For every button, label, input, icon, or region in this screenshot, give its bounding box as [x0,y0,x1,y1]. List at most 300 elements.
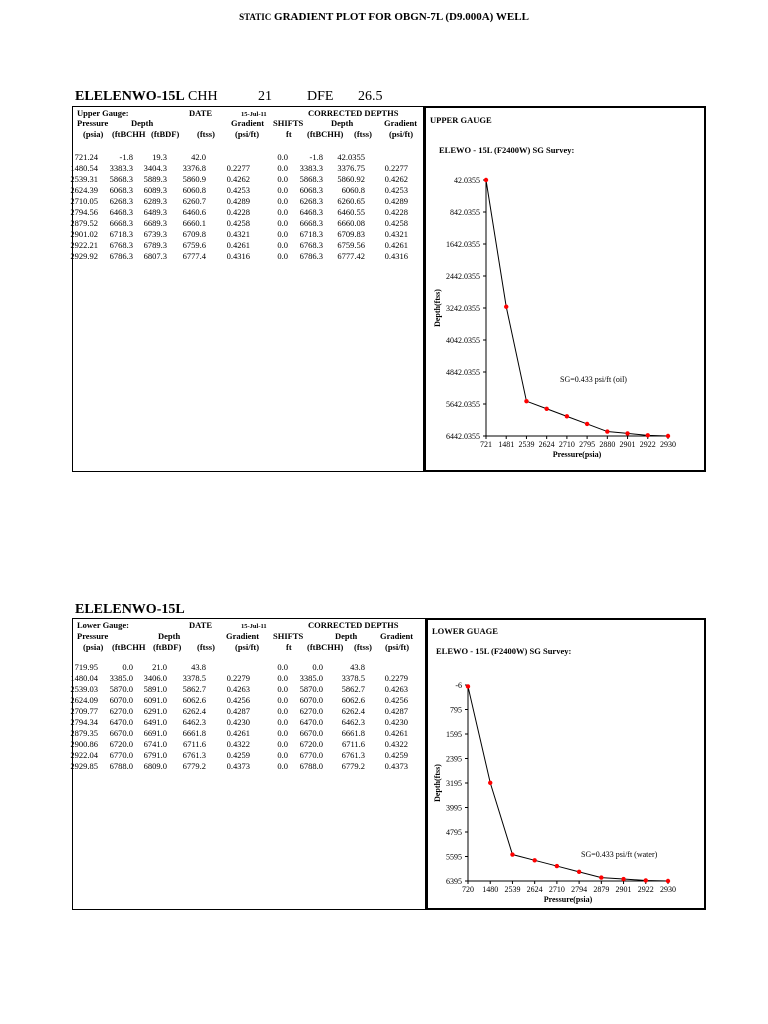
table-cell: 2900.86 [70,739,98,749]
table-cell: 0.4230 [226,717,250,727]
table-cell: 2929.92 [70,251,98,261]
table-cell: 6060.8 [182,185,206,195]
table-row [70,174,413,185]
table-cell: 6468.3 [109,207,133,217]
unit-psift2: (psi/ft) [389,129,414,139]
table-cell: 3378.5 [182,673,206,683]
table-cell: 2794.56 [70,207,98,217]
table-cell: 6720.0 [299,739,323,749]
upper-chh-label: CHH [188,89,218,104]
y-tick-label: 3242.0355 [446,304,480,313]
x-axis-title: Pressure(psia) [543,895,593,904]
table-cell: 5862.7 [182,684,206,694]
table-row [70,185,413,196]
table-cell: 6470.0 [109,717,133,727]
table-cell: 3376.8 [182,163,206,173]
table-cell: 719.95 [74,662,98,672]
table-cell: 6661.8 [182,728,206,738]
upper-dfe-label: DFE [307,89,334,104]
table-cell: 5860.9 [182,174,206,184]
table-cell: 0.4259 [384,750,408,760]
data-point [504,305,508,309]
x-tick-label: 721 [480,440,492,449]
y-tick-label: 42.0355 [454,176,480,185]
table-cell: 6489.3 [143,207,167,217]
table-cell: 721.24 [74,152,98,162]
table-cell: 6770.0 [109,750,133,760]
table-cell: 6777.4 [182,251,206,261]
table-cell: 0.4263 [226,684,250,694]
table-cell: 6460.6 [182,207,206,217]
table-cell: 6089.3 [143,185,167,195]
table-cell: 3383.3 [109,163,133,173]
chart-annotation: SG=0.433 psi/ft (oil) [560,375,627,384]
table-row [70,684,413,695]
x-tick-label: 2539 [518,440,535,449]
x-tick-label: 2880 [599,440,616,449]
table-row [70,163,413,174]
unit-ft: ft [286,642,292,652]
x-tick-label: 2901 [619,440,636,449]
table-cell: 6060.8 [341,185,365,195]
lower-data-table [72,618,426,910]
table-cell: 2794.34 [70,717,98,727]
table-cell: 6268.3 [299,196,323,206]
table-cell: 6670.0 [109,728,133,738]
table-cell: 6788.0 [299,761,323,771]
unit-ftbchh: (ftBCHH [112,642,146,652]
table-cell: 6718.3 [299,229,323,239]
upper-table-body [70,152,423,272]
x-tick-label: 720 [462,885,474,894]
table-cell: 0.0 [277,185,288,195]
x-tick-label: 2795 [579,440,596,449]
x-axis-title: Pressure(psia) [552,450,602,459]
table-cell: 6462.3 [341,717,365,727]
table-cell: 6260.7 [182,196,206,206]
table-cell: 6720.0 [109,739,133,749]
table-cell: 6718.3 [109,229,133,239]
table-cell: 6062.6 [341,695,365,705]
x-tick-label: 2930 [660,885,676,894]
table-cell: 0.0 [277,673,288,683]
data-point [644,878,648,882]
table-cell: 6068.3 [109,185,133,195]
col-depth-header: Depth [131,118,154,128]
table-row [70,229,413,240]
table-cell: 0.0 [277,163,288,173]
y-tick-label: 4795 [446,828,462,837]
y-tick-label: 5642.0355 [446,400,480,409]
table-cell: 0.0 [277,240,288,250]
y-tick-label: 1642.0355 [446,240,480,249]
lower-table-body [70,662,425,782]
x-tick-label: 2879 [593,885,610,894]
table-cell: 0.0 [277,761,288,771]
table-cell: 6768.3 [299,240,323,250]
gauge-label: Upper Gauge: [77,108,129,118]
data-point [510,852,514,856]
data-point [605,429,609,433]
x-tick-label: 1481 [498,440,515,449]
data-point [599,875,603,879]
col-pressure-header: Pressure [77,631,109,641]
table-row [73,152,413,163]
table-cell: 6668.3 [109,218,133,228]
data-point [565,414,569,418]
table-cell: 0.0 [277,229,288,239]
table-cell: 0.4259 [226,750,250,760]
lower-chart [428,620,704,908]
table-cell: 6468.3 [299,207,323,217]
table-cell: 0.4253 [226,185,250,195]
table-cell: 0.4253 [384,185,408,195]
table-cell: 6761.3 [182,750,206,760]
data-point [484,178,488,182]
page-title: STATIC GRADIENT PLOT FOR OBGN-7L (D9.000A) WELL [239,11,529,23]
table-cell: 0.4261 [384,240,408,250]
data-point [666,879,670,883]
table-cell: 6670.0 [299,728,323,738]
table-cell: 0.4262 [384,174,408,184]
col-gradient2-header: Gradient [380,631,414,641]
table-cell: 1480.54 [70,163,98,173]
table-cell: 42.0 [191,152,206,162]
upper-chh-value: 21 [258,89,272,104]
col-gradient2-header: Gradient [384,118,418,128]
table-cell: 5868.3 [299,174,323,184]
table-cell: 0.4316 [384,251,408,261]
table-row [70,673,413,684]
table-cell: 0.4256 [226,695,250,705]
table-cell: 0.4289 [226,196,250,206]
table-cell: 5860.92 [337,174,365,184]
table-row [70,728,413,739]
table-cell: 6070.0 [109,695,133,705]
table-cell: 0.4258 [226,218,250,228]
table-cell: 0.4316 [226,251,250,261]
x-tick-label: 2922 [639,440,656,449]
table-cell: 5870.0 [299,684,323,694]
table-cell: 0.4322 [384,739,408,749]
table-cell: 6779.2 [341,761,365,771]
unit-ftss: (ftss) [197,129,215,139]
y-tick-label: 842.0355 [450,208,480,217]
upper-well-name: ELELENWO-15L [75,89,185,104]
table-cell: 0.4261 [384,728,408,738]
table-cell: 0.0 [312,662,323,672]
data-point [466,684,470,688]
table-cell: 0.4261 [226,240,250,250]
table-cell: 0.4263 [384,684,408,694]
unit-ftbdf: (ftBDF) [153,642,182,652]
y-tick-label: 2442.0355 [446,272,480,281]
table-cell: 5862.7 [341,684,365,694]
data-point [524,399,528,403]
table-cell: 6807.3 [143,251,167,261]
table-cell: 2624.39 [70,185,98,195]
table-cell: 43.8 [191,662,206,672]
unit-psift: (psi/ft) [235,129,260,139]
table-cell: 3376.75 [337,163,365,173]
y-axis-title: Depth(ftss) [433,764,442,802]
table-cell: 6062.6 [182,695,206,705]
table-cell: 6460.55 [337,207,365,217]
x-tick-label: 2930 [660,440,676,449]
table-cell: 21.0 [152,662,167,672]
y-tick-label: -6 [455,681,462,690]
y-tick-label: 3995 [446,803,462,813]
y-axis-title: Depth(ftss) [433,289,442,327]
table-cell: 0.4373 [226,761,250,771]
table-cell: 5889.3 [143,174,167,184]
table-cell: 6709.8 [182,229,206,239]
table-cell: 0.4228 [384,207,408,217]
table-cell: 6759.6 [182,240,206,250]
table-cell: 6462.3 [182,717,206,727]
table-cell: 0.0 [277,207,288,217]
table-cell: 2709.77 [70,706,98,716]
table-cell: 6660.1 [182,218,206,228]
table-cell: 2922.21 [70,240,98,250]
table-cell: 2624.09 [70,695,98,705]
table-cell: 0.0 [277,684,288,694]
table-cell: 6262.4 [182,706,206,716]
x-tick-label: 2710 [548,885,565,894]
table-cell: 0.0 [277,152,288,162]
data-point [666,434,670,438]
data-point [488,781,492,785]
table-cell: -1.8 [119,152,133,162]
table-cell: 0.4289 [384,196,408,206]
table-cell: 2901.02 [70,229,98,239]
table-cell: 3406.0 [143,673,167,683]
col-pressure-header: Pressure [77,118,109,128]
date-value: 15-Jul-11 [241,623,267,630]
table-cell: 6786.3 [109,251,133,261]
table-cell: 0.2277 [384,163,408,173]
table-cell: 6759.56 [337,240,365,250]
table-row [70,207,413,218]
x-tick-label: 2710 [558,440,575,449]
x-tick-label: 2539 [504,885,521,894]
data-point [555,864,559,868]
lower-chart-box-title: LOWER GUAGE [432,626,498,636]
table-cell: 3385.0 [299,673,323,683]
data-point [544,407,548,411]
table-row [70,739,413,750]
table-cell: 6268.3 [109,196,133,206]
y-tick-label: 5595 [446,852,462,862]
data-point [621,877,625,881]
table-cell: 6761.3 [341,750,365,760]
table-cell: 0.0 [277,717,288,727]
table-cell: 0.4287 [226,706,250,716]
table-cell: 6809.0 [143,761,167,771]
table-cell: 6786.3 [299,251,323,261]
col-shifts-header: SHIFTS [273,118,304,128]
table-cell: 6270.0 [109,706,133,716]
table-cell: 6741.0 [143,739,167,749]
upper-dfe-value: 26.5 [358,89,383,104]
gauge-label: Lower Gauge: [77,620,130,630]
corrected-depths-label: CORRECTED DEPTHS [308,620,399,630]
x-tick-label: 2624 [538,440,555,449]
table-row [70,240,413,251]
upper-table-header [73,107,423,143]
x-tick-label: 2794 [571,885,588,894]
lower-chart-box [426,618,706,910]
table-cell: 2539.31 [70,174,98,184]
x-tick-label: 2624 [526,885,543,894]
table-cell: 6791.0 [143,750,167,760]
unit-ftbchh2: (ftBCHH) [307,642,344,652]
table-cell: 6260.65 [337,196,365,206]
unit-psia: (psia) [83,642,104,652]
upper-chart-box [424,106,706,472]
unit-ftbchh: (ftBCHH [112,129,146,139]
table-cell: 6691.0 [143,728,167,738]
unit-ftbdf: (ftBDF) [151,129,180,139]
unit-ftss2: (ftss) [354,642,372,652]
upper-chart-box-title: UPPER GAUGE [430,115,492,125]
table-row [70,196,413,207]
chart-annotation: SG=0.433 psi/ft (water) [581,850,658,859]
table-cell: 6709.83 [337,229,365,239]
table-cell: 3385.0 [109,673,133,683]
lower-chart-title: ELEWO - 15L (F2400W) SG Survey: [436,646,572,656]
table-cell: 6070.0 [299,695,323,705]
table-cell: 6711.6 [182,739,206,749]
table-cell: 0.4256 [384,695,408,705]
table-cell: 6068.3 [299,185,323,195]
table-cell: 6289.3 [143,196,167,206]
table-cell: 5870.0 [109,684,133,694]
table-cell: 6491.0 [143,717,167,727]
date-label: DATE [189,108,212,118]
unit-ftbchh2: (ftBCHH) [307,129,344,139]
table-cell: 0.0 [277,706,288,716]
table-cell: 0.0 [277,750,288,760]
table-row [70,717,413,728]
table-cell: 5868.3 [109,174,133,184]
table-cell: 0.4228 [226,207,250,217]
table-row [73,662,413,673]
table-cell: 43.8 [350,662,365,672]
unit-ft: ft [286,129,292,139]
table-row [70,761,413,772]
table-cell: -1.8 [309,152,323,162]
y-tick-label: 795 [450,705,462,715]
unit-ftss: (ftss) [197,642,215,652]
upper-chart-title: ELEWO - 15L (F2400W) SG Survey: [439,145,575,155]
x-tick-label: 2922 [637,885,654,894]
x-tick-label: 1480 [482,885,499,894]
table-cell: 6091.0 [143,695,167,705]
table-cell: 0.4262 [226,174,250,184]
data-point [625,431,629,435]
data-point [646,433,650,437]
table-cell: 6661.8 [341,728,365,738]
table-cell: 19.3 [152,152,167,162]
table-cell: 0.2277 [226,163,250,173]
table-cell: 6668.3 [299,218,323,228]
table-cell: 6739.3 [143,229,167,239]
table-cell: 6777.42 [337,251,365,261]
table-cell: 0.0 [277,196,288,206]
unit-psift2: (psi/ft) [385,642,410,652]
table-cell: 0.2279 [384,673,408,683]
data-point [585,422,589,426]
series-line [486,180,668,436]
table-cell: 2879.52 [70,218,98,228]
table-cell: 3383.3 [299,163,323,173]
table-cell: 42.0355 [337,152,365,162]
y-tick-label: 6395 [446,877,462,886]
y-tick-label: 4842.0355 [446,368,480,377]
table-cell: 6470.0 [299,717,323,727]
y-tick-label: 1595 [446,730,462,739]
col-gradient-header: Gradient [231,118,265,128]
y-tick-label: 6442.0355 [446,432,480,441]
unit-ftss2: (ftss) [354,129,372,139]
table-cell: 0.2279 [226,673,250,683]
table-cell: 6768.3 [109,240,133,250]
data-point [577,870,581,874]
x-tick-label: 2901 [615,885,632,894]
upper-data-table [72,106,424,472]
table-row [70,251,413,262]
table-cell: 0.4322 [226,739,250,749]
table-cell: 6270.0 [299,706,323,716]
table-row [70,750,413,761]
table-cell: 0.0 [277,218,288,228]
table-cell: 6788.0 [109,761,133,771]
upper-chart [426,108,704,470]
table-cell: 6711.6 [341,739,365,749]
table-cell: 0.0 [277,662,288,672]
table-cell: 0.0 [277,695,288,705]
table-cell: 3378.5 [341,673,365,683]
table-cell: 0.4287 [384,706,408,716]
table-cell: 0.0 [277,739,288,749]
table-row [70,695,413,706]
table-cell: 5891.0 [143,684,167,694]
col-depth2-header: Depth [335,631,358,641]
table-cell: 2922.04 [70,750,98,760]
table-cell: 0.0 [277,174,288,184]
table-cell: 3404.3 [143,163,167,173]
table-cell: 0.4261 [226,728,250,738]
table-cell: 2879.35 [70,728,98,738]
lower-well-name: ELELENWO-15L [75,602,185,617]
table-cell: 6689.3 [143,218,167,228]
col-gradient-header: Gradient [226,631,260,641]
data-point [532,858,536,862]
date-value: 15-Jul-11 [241,111,267,118]
table-cell: 0.4373 [384,761,408,771]
table-cell: 0.4258 [384,218,408,228]
table-cell: 0.0 [277,251,288,261]
y-tick-label: 4042.0355 [446,336,480,345]
table-cell: 6789.3 [143,240,167,250]
table-cell: 6779.2 [182,761,206,771]
y-tick-label: 2395 [446,754,462,764]
unit-psift: (psi/ft) [235,642,260,652]
table-cell: 6660.08 [337,218,365,228]
table-cell: 6291.0 [143,706,167,716]
table-cell: 6770.0 [299,750,323,760]
